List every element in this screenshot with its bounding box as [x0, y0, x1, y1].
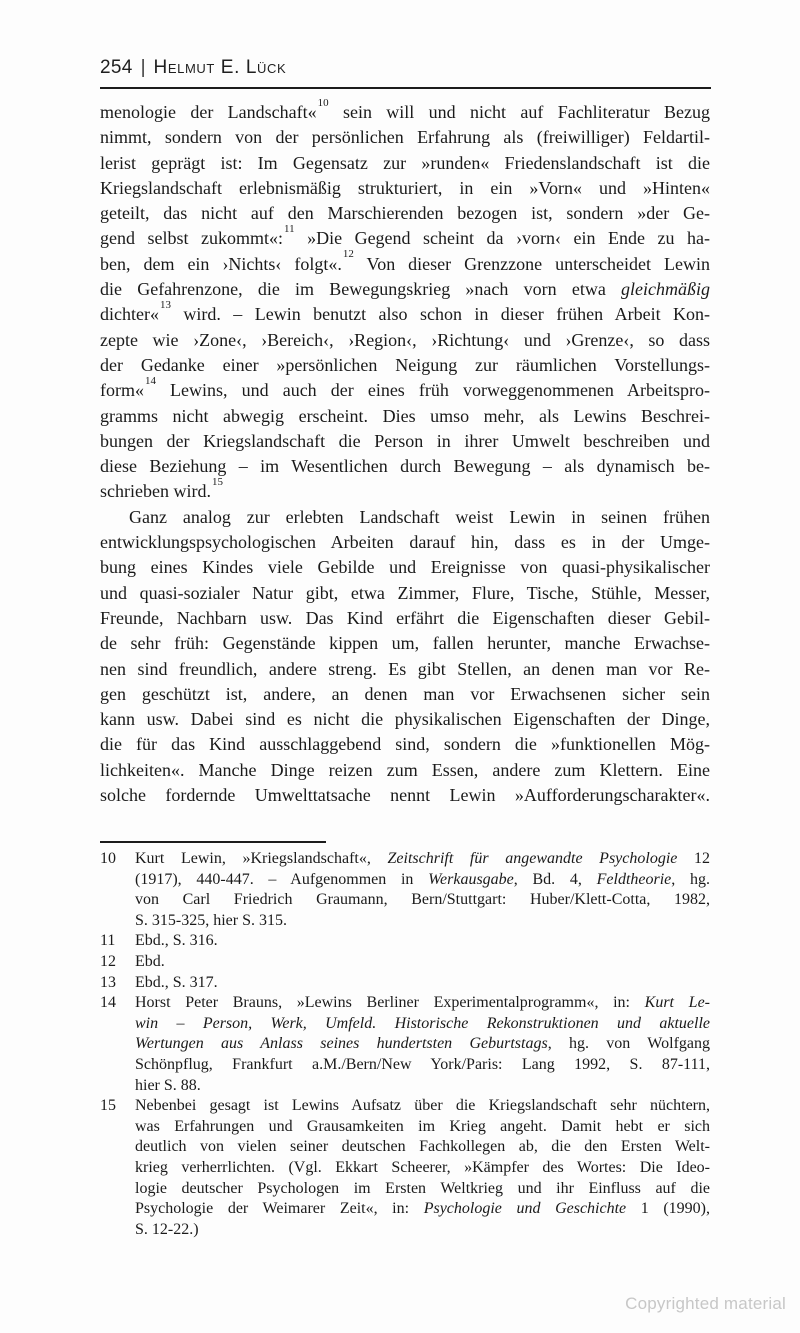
emphasis: Feldtheorie [596, 870, 672, 888]
emphasis: gleichmäßig [621, 279, 710, 300]
text-line: logie deutscher Psychologen im Ersten Weltkrieg und ihr Einfluss auf die [135, 1179, 710, 1197]
text-line: Kurt Lewin, »Kriegslandschaft«, Zeitschrift für angewandte Psychologie 12 [135, 850, 711, 867]
footnote-text [135, 849, 710, 931]
footnote-number: 13 [100, 973, 116, 991]
header-separator: | [140, 57, 146, 78]
text-line: gend selbst zukommt«:$^{11}$ »Die Gegend scheint da ›vorn‹ ein Ende zu ha- [100, 223, 710, 249]
text-line: dichter«$^{13}$ wird. – Lewin benutzt also schon in dieser frühen Arbeit Kon- [100, 298, 710, 325]
text-line: deutlich von vielen seiner deutschen Fachkollegen ab, die den Ersten Welt- [135, 1138, 710, 1156]
text-line: form«$^{14}$ Lewins, und auch der eines früh vorweggenommenen Arbeitspro- [100, 374, 710, 401]
footnote-text [135, 973, 710, 994]
text-line: geteilt, das nicht auf den Marschierenden bezogen ist, sondern »der Ge- [100, 203, 710, 224]
text-line: Psychologie der Weimarer Zeit«, in: Psychologie und Geschichte 1 (1990), [135, 1200, 711, 1218]
text-line: Ebd. [135, 952, 165, 970]
emphasis: Psychologie und Geschichte [423, 1200, 627, 1218]
footnote-number: 15 [100, 1097, 116, 1115]
footnote-ref: 13 [159, 298, 171, 311]
text-line: Freunde, Nachbarn usw. Das Kind erfährt die Eigenschaften dieser Gebil- [100, 607, 710, 628]
text-line: gramms nicht abwegig erscheint. Dies umso mehr, als Lewins Beschrei- [100, 405, 710, 426]
footnote [100, 931, 710, 952]
text-line: lichkeiten«. Manche Dinge reizen zum Essen, andere zum Klettern. Eine [100, 759, 710, 780]
footnote [100, 973, 710, 994]
text-line: entwicklungspsychologischen Arbeiten darauf hin, dass es in der Umge- [100, 532, 710, 553]
footnote [100, 849, 710, 931]
footnote-text [135, 1096, 710, 1240]
page-header [100, 57, 710, 79]
text-line: ben, dem ein ›Nichts‹ folgt«.$^{12}$ Von dieser Grenzzone unterscheidet Lewin [100, 248, 710, 274]
footnote-number: 14 [100, 994, 116, 1012]
footnote [100, 952, 710, 973]
text-line: nen sind freundlich, andere streng. Es gibt Stellen, an denen man vor Re- [100, 658, 710, 679]
text-line: von Carl Friedrich Graumann, Bern/Stuttgart: Huber/Klett-Cotta, 1982, [135, 891, 710, 909]
text-line: Ebd., S. 316. [135, 932, 218, 950]
emphasis: Kurt Le- [644, 994, 710, 1012]
text-line: der Gedanke einer »persönlichen Neigung zur räumlichen Vorstellungs- [100, 354, 710, 375]
paragraph [100, 505, 710, 809]
footnote-number: 11 [100, 932, 116, 950]
emphasis: win – Person, Werk, Umfeld. Historische Rekonstruktionen und aktuelle [135, 1014, 710, 1032]
text-line: Horst Peter Brauns, »Lewins Berliner Experimentalprogramm«, in: Kurt Le- [135, 994, 710, 1012]
text-line: de sehr früh: Gegenstände kippen um, fallen herunter, manche Erwachse- [100, 633, 710, 654]
text-line: diese Beziehung – im Wesentlichen durch Bewegung – als dynamisch be- [100, 456, 710, 477]
text-line: die Gefahrenzone, die im Bewegungskrieg »nach vorn etwa gleichmäßig [100, 279, 710, 300]
page-number: 254 [100, 57, 133, 78]
copyright-watermark: Copyrighted material [625, 1294, 786, 1313]
footnote-text [135, 993, 710, 1096]
footnote [100, 993, 710, 1096]
text-line: (1917), 440-447. – Aufgenommen in Werkausgabe, Bd. 4, Feldtheorie, hg. [135, 870, 711, 888]
text-line: zepte wie ›Zone‹, ›Bereich‹, ›Region‹, ›Richtung‹ und ›Grenze‹, so dass [100, 329, 710, 350]
text-line: und quasi-sozialer Natur gibt, etwa Zimmer, Flure, Tische, Stühle, Messer, [100, 582, 710, 603]
footnote-text [135, 952, 710, 973]
text-line: Kriegslandschaft erlebnismäßig strukturiert, in ein »Vorn« und »Hinten« [100, 177, 710, 198]
text-line: Ganz analog zur erlebten Landschaft weist Lewin in seinen frühen [129, 506, 710, 527]
footnote-ref: 11 [284, 223, 295, 235]
text-line: die für das Kind ausschlaggebend sind, sondern die »funktionellen Mög- [100, 734, 710, 755]
text-line: bungen der Kriegslandschaft die Person in ihrer Umwelt beschreiben und [100, 430, 710, 451]
text-line: hier S. 88. [135, 1076, 201, 1094]
text-line: S. 315-325, hier S. 315. [135, 911, 287, 929]
footnote-number: 12 [100, 952, 116, 970]
footnote [100, 1096, 710, 1240]
text-line: nimmt, sondern von der persönlichen Erfahrung als (freiwilliger) Feldartil- [100, 127, 710, 148]
body-text [100, 96, 710, 808]
text-line: kann usw. Dabei sind es nicht die physikalischen Eigenschaften der Dinge, [100, 709, 710, 730]
text-line: was Erfahrungen und Grausamkeiten im Krieg angeht. Damit hebt er sich [135, 1117, 710, 1135]
text-line [135, 1014, 710, 1035]
footnotes-section [100, 849, 710, 1240]
text-line: bung eines Kindes viele Gebilde und Ereignisse von quasi-physikalischer [100, 557, 710, 578]
footnote-number: 10 [100, 850, 116, 867]
footnote-ref: 12 [342, 248, 354, 261]
text-line: menologie der Landschaft«$^{10}$ sein will und nicht auf Fachliteratur Bezug [100, 96, 710, 122]
footnote-ref: 14 [145, 374, 156, 387]
text-line: gen geschützt ist, andere, an denen man vor Erwachsenen sicher sein [100, 683, 710, 704]
emphasis: Wertungen aus Anlass seines hundertsten Geburtstags [135, 1035, 548, 1053]
text-line: Ebd., S. 317. [135, 973, 218, 991]
emphasis: Werkausgabe [428, 870, 514, 888]
text-line: Schönpflug, Frankfurt a.M./Bern/New York/Paris: Lang 1992, S. 87-111, [135, 1055, 710, 1073]
footnote-rule [100, 841, 326, 843]
footnote-text [135, 931, 710, 952]
text-line: solche fordernde Umwelttatsache nennt Lewin »Aufforderungscharakter«. [100, 785, 710, 806]
text-line: schrieben wird.$^{15}$ [100, 475, 223, 502]
footnote-ref: 15 [211, 475, 223, 488]
paragraph [100, 96, 710, 505]
running-head-author: Helmut E. Lück [153, 57, 287, 78]
emphasis: Zeitschrift für angewandte Psychologie [387, 850, 678, 867]
text-line: Wertungen aus Anlass seines hundertsten Geburtstags, hg. von Wolfgang [135, 1035, 710, 1053]
text-line: lerist geprägt ist: Im Gegensatz zur »runden« Friedenslandschaft ist die [100, 152, 710, 173]
text-line: krieg verherrlichten. (Vgl. Ekkart Scheerer, »Kämpfer des Wortes: Die Ideo- [135, 1158, 710, 1176]
text-line: S. 12-22.) [135, 1220, 199, 1238]
text-line: Nebenbei gesagt ist Lewins Aufsatz über die Kriegslandschaft sehr nüchtern, [135, 1097, 710, 1115]
footnote-ref: 10 [317, 96, 329, 109]
header-rule [100, 87, 711, 89]
